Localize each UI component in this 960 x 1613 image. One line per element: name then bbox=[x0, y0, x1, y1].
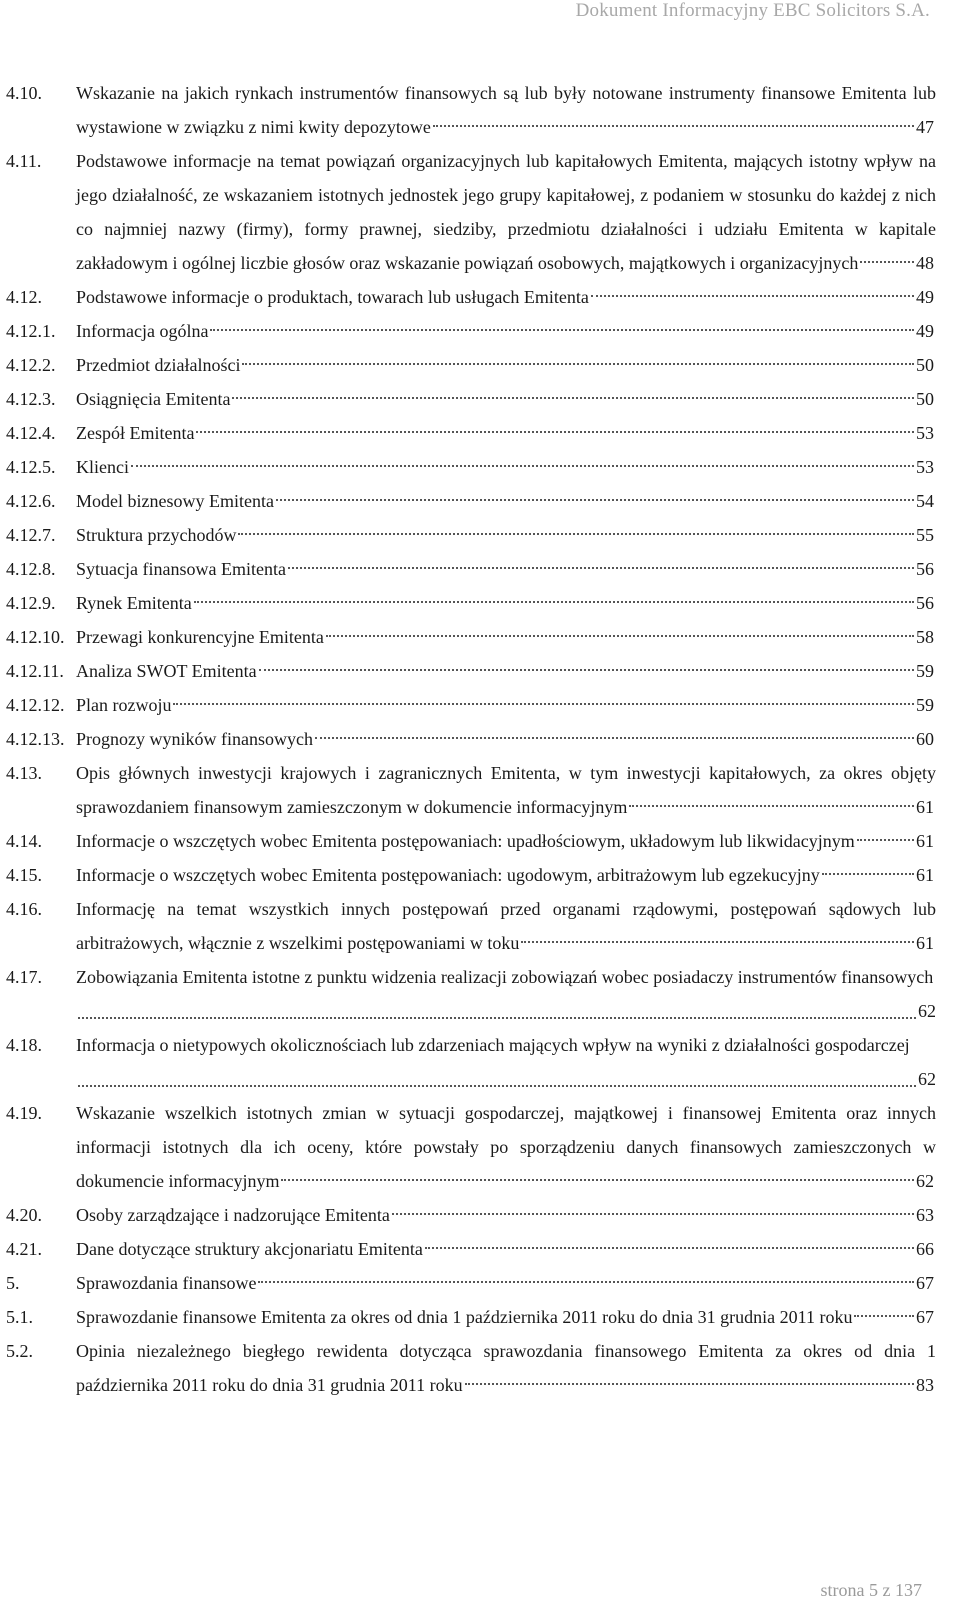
toc-entry-title: Przedmiot działalności bbox=[76, 355, 241, 375]
toc-entry[interactable] bbox=[6, 654, 936, 688]
toc-entry[interactable] bbox=[6, 416, 936, 450]
toc-entry-text bbox=[76, 1198, 936, 1232]
toc-entry-page: 47 bbox=[916, 117, 934, 137]
toc-entry-number: 4.16. bbox=[6, 899, 42, 919]
toc-entry-number: 5.1. bbox=[6, 1307, 33, 1327]
toc-entry-text bbox=[76, 1334, 936, 1402]
toc-entry-title: Dane dotyczące struktury akcjonariatu Emitenta bbox=[76, 1239, 423, 1259]
toc-entry-text bbox=[76, 382, 936, 416]
dot-leader bbox=[822, 872, 914, 875]
toc-entry-title: Wskazanie wszelkich istotnych zmian w sytuacji gospodarczej, majątkowej i finansowej Emitenta oraz innych informacji istotnych dla ich oceny, które powstały po sporządzeniu danych finansowych zamieszczonych w dokumencie informacyjnym bbox=[76, 1103, 936, 1191]
toc-entry[interactable] bbox=[6, 348, 936, 382]
dot-leader bbox=[131, 464, 914, 467]
dot-leader bbox=[194, 600, 914, 603]
dot-leader bbox=[857, 838, 914, 841]
toc-entry-page: 83 bbox=[916, 1375, 934, 1395]
dot-leader bbox=[242, 362, 914, 365]
dot-leader bbox=[392, 1212, 914, 1215]
toc-entry-title: Rynek Emitenta bbox=[76, 593, 192, 613]
dot-leader bbox=[315, 736, 914, 739]
toc-entry-page: 50 bbox=[916, 389, 934, 409]
toc-entry-text bbox=[76, 76, 936, 144]
toc-entry-text bbox=[76, 1096, 936, 1198]
toc-entry[interactable] bbox=[6, 960, 936, 1028]
toc-entry-title: Informacja ogólna bbox=[76, 321, 209, 341]
dot-leader bbox=[425, 1246, 914, 1249]
toc-entry-title: Plan rozwoju bbox=[76, 695, 172, 715]
toc-entry[interactable] bbox=[6, 1028, 936, 1096]
dot-leader bbox=[276, 498, 914, 501]
toc-entry-title: Informacja o nietypowych okolicznościach lub zdarzeniach mających wpływ na wyniki z działalności gospodarczej bbox=[76, 1035, 910, 1055]
dot-leader bbox=[258, 1280, 914, 1283]
dot-leader bbox=[196, 430, 914, 433]
toc-entry-number: 4.12.12. bbox=[6, 695, 65, 715]
toc-entry-title: Informacje o wszczętych wobec Emitenta postępowaniach: ugodowym, arbitrażowym lub egzekucyjny bbox=[76, 865, 820, 885]
toc-entry-page: 55 bbox=[916, 525, 934, 545]
dot-leader bbox=[78, 1084, 916, 1087]
toc-entry-number: 4.12.3. bbox=[6, 389, 56, 409]
toc-entry-title: Podstawowe informacje na temat powiązań organizacyjnych lub kapitałowych Emitenta, mających istotny wpływ na jego działalność, ze wskazaniem istotnych jednostek jego grupy kapitałowej, z podaniem w stosunku do każdej z nich co najmniej nazwy (firmy), formy prawnej, siedziby, przedmiotu działalności i udziału Emitenta w kapitale zakładowym i ogólnej liczbie głosów oraz wskazanie powiązań osobowych, majątkowych i organizacyjnych bbox=[76, 151, 936, 273]
toc-entry-text bbox=[76, 858, 936, 892]
dot-leader bbox=[860, 260, 914, 263]
toc-entry[interactable] bbox=[6, 688, 936, 722]
dot-leader bbox=[210, 328, 914, 331]
toc-entry-number: 5.2. bbox=[6, 1341, 33, 1361]
toc-entry-number: 4.18. bbox=[6, 1035, 42, 1055]
toc-entry-text bbox=[76, 586, 936, 620]
page-number-footer: strona 5 z 137 bbox=[820, 1580, 922, 1600]
toc-entry[interactable] bbox=[6, 382, 936, 416]
toc-entry[interactable] bbox=[6, 824, 936, 858]
toc-entry-page: 48 bbox=[916, 253, 934, 273]
toc-entry-number: 4.12.8. bbox=[6, 559, 56, 579]
toc-entry-title: Przewagi konkurencyjne Emitenta bbox=[76, 627, 324, 647]
toc-entry-number: 4.10. bbox=[6, 83, 42, 103]
toc-entry-title: Sytuacja finansowa Emitenta bbox=[76, 559, 286, 579]
toc-entry[interactable] bbox=[6, 620, 936, 654]
running-header: Dokument Informacyjny EBC Solicitors S.A. bbox=[575, 0, 930, 21]
toc-entry[interactable] bbox=[6, 756, 936, 824]
toc-entry-number: 4.12.10. bbox=[6, 627, 65, 647]
toc-entry-text bbox=[76, 892, 936, 960]
toc-entry-title: Zobowiązania Emitenta istotne z punktu widzenia realizacji zobowiązań wobec posiadaczy instrumentów finansowych bbox=[76, 967, 934, 987]
toc-entry-title: Klienci bbox=[76, 457, 129, 477]
dot-leader bbox=[629, 804, 914, 807]
toc-entry[interactable] bbox=[6, 1198, 936, 1232]
toc-entry-page: 54 bbox=[916, 491, 934, 511]
toc-entry[interactable] bbox=[6, 1232, 936, 1266]
toc-entry-number: 4.15. bbox=[6, 865, 42, 885]
toc-entry-number: 4.13. bbox=[6, 763, 42, 783]
toc-entry-page: 56 bbox=[916, 559, 934, 579]
toc-entry-text bbox=[76, 450, 936, 484]
dot-leader bbox=[281, 1178, 914, 1181]
dot-leader bbox=[521, 940, 914, 943]
toc-entry-text bbox=[76, 654, 936, 688]
toc-entry-page: 50 bbox=[916, 355, 934, 375]
toc-entry-text bbox=[76, 144, 936, 280]
toc-entry[interactable] bbox=[6, 518, 936, 552]
dot-leader bbox=[232, 396, 914, 399]
toc-entry-text bbox=[76, 1300, 936, 1334]
toc-entry-text bbox=[76, 1028, 936, 1096]
toc-entry-title: Wskazanie na jakich rynkach instrumentów finansowych są lub były notowane instrumenty finansowe Emitenta lub wystawione w związku z nimi kwity depozytowe bbox=[76, 83, 936, 137]
toc-entry[interactable] bbox=[6, 892, 936, 960]
toc-entry[interactable] bbox=[6, 1300, 936, 1334]
toc-entry-page: 59 bbox=[916, 661, 934, 681]
toc-entry[interactable] bbox=[6, 586, 936, 620]
toc-entry-text bbox=[76, 688, 936, 722]
toc-entry-number: 4.12.4. bbox=[6, 423, 56, 443]
toc-entry-text bbox=[76, 960, 936, 1028]
toc-entry-page: 61 bbox=[916, 831, 934, 851]
toc-entry-page: 67 bbox=[916, 1307, 934, 1327]
toc-entry-page: 60 bbox=[916, 729, 934, 749]
toc-entry-title: Osoby zarządzające i nadzorujące Emitenta bbox=[76, 1205, 390, 1225]
dot-leader bbox=[238, 532, 914, 535]
toc-entry[interactable] bbox=[6, 1266, 936, 1300]
toc-entry-text bbox=[76, 484, 936, 518]
toc-entry-number: 4.21. bbox=[6, 1239, 42, 1259]
toc-entry-page: 66 bbox=[916, 1239, 934, 1259]
toc-entry-text bbox=[76, 620, 936, 654]
toc-entry-page: 62 bbox=[918, 1001, 936, 1021]
toc-entry[interactable] bbox=[6, 552, 936, 586]
toc-entry-text bbox=[76, 518, 936, 552]
toc-entry-number: 5. bbox=[6, 1273, 20, 1293]
toc-entry-number: 4.19. bbox=[6, 1103, 42, 1123]
toc-entry-text bbox=[76, 280, 936, 314]
toc-entry[interactable] bbox=[6, 1096, 936, 1198]
toc-entry[interactable] bbox=[6, 280, 936, 314]
toc-entry[interactable] bbox=[6, 450, 936, 484]
toc-entry-title: Sprawozdania finansowe bbox=[76, 1273, 257, 1293]
toc-entry-page: 62 bbox=[918, 1069, 936, 1089]
toc-entry-text bbox=[76, 824, 936, 858]
dot-leader bbox=[591, 294, 914, 297]
toc-entry-title: Struktura przychodów bbox=[76, 525, 237, 545]
toc-entry[interactable] bbox=[6, 1334, 936, 1402]
dot-leader bbox=[78, 1016, 916, 1019]
toc-entry-title: Podstawowe informacje o produktach, towarach lub usługach Emitenta bbox=[76, 287, 589, 307]
toc-entry-text bbox=[76, 1266, 936, 1300]
toc-entry[interactable] bbox=[6, 144, 936, 280]
toc-entry-number: 4.12.2. bbox=[6, 355, 56, 375]
toc-entry-number: 4.12.7. bbox=[6, 525, 56, 545]
dot-leader bbox=[433, 124, 914, 127]
toc-entry-number: 4.17. bbox=[6, 967, 42, 987]
dot-leader bbox=[288, 566, 914, 569]
toc-entry-number: 4.20. bbox=[6, 1205, 42, 1225]
toc-entry-title: Sprawozdanie finansowe Emitenta za okres od dnia 1 października 2011 roku do dnia 31 grudnia 2011 roku bbox=[76, 1307, 853, 1327]
toc-entry-number: 4.12. bbox=[6, 287, 42, 307]
dot-leader bbox=[465, 1382, 914, 1385]
toc-entry-title: Analiza SWOT Emitenta bbox=[76, 661, 257, 681]
toc-entry-number: 4.14. bbox=[6, 831, 42, 851]
toc-entry-title: Opis głównych inwestycji krajowych i zagranicznych Emitenta, w tym inwestycji kapitałowych, za okres objęty sprawozdaniem finansowym zamieszczonym w dokumencie informacyjnym bbox=[76, 763, 936, 817]
toc-entry-page: 53 bbox=[916, 457, 934, 477]
dot-leader bbox=[259, 668, 914, 671]
toc-entry-page: 61 bbox=[916, 933, 934, 953]
toc-entry-page: 53 bbox=[916, 423, 934, 443]
toc-entry-page: 61 bbox=[916, 865, 934, 885]
toc-entry-title: Informacje o wszczętych wobec Emitenta postępowaniach: upadłościowym, układowym lub likwidacyjnym bbox=[76, 831, 855, 851]
toc-entry-text bbox=[76, 552, 936, 586]
table-of-contents bbox=[6, 76, 936, 1402]
toc-entry-title: Model biznesowy Emitenta bbox=[76, 491, 274, 511]
toc-entry-number: 4.12.9. bbox=[6, 593, 56, 613]
toc-entry-text bbox=[76, 348, 936, 382]
toc-entry-text bbox=[76, 416, 936, 450]
toc-entry[interactable] bbox=[6, 484, 936, 518]
toc-entry-number: 4.12.13. bbox=[6, 729, 65, 749]
toc-entry-page: 49 bbox=[916, 321, 934, 341]
toc-entry-text bbox=[76, 722, 936, 756]
toc-entry-number: 4.12.5. bbox=[6, 457, 56, 477]
toc-entry-page: 56 bbox=[916, 593, 934, 613]
dot-leader bbox=[173, 702, 914, 705]
toc-entry-page: 63 bbox=[916, 1205, 934, 1225]
toc-entry-title: Prognozy wyników finansowych bbox=[76, 729, 313, 749]
toc-entry[interactable] bbox=[6, 314, 936, 348]
toc-entry-page: 58 bbox=[916, 627, 934, 647]
toc-entry-page: 67 bbox=[916, 1273, 934, 1293]
toc-entry-number: 4.11. bbox=[6, 151, 42, 171]
toc-entry[interactable] bbox=[6, 722, 936, 756]
toc-entry[interactable] bbox=[6, 76, 936, 144]
toc-entry[interactable] bbox=[6, 858, 936, 892]
toc-entry-text bbox=[76, 1232, 936, 1266]
toc-entry-page: 59 bbox=[916, 695, 934, 715]
toc-entry-number: 4.12.6. bbox=[6, 491, 56, 511]
toc-entry-title: Informację na temat wszystkich innych postępowań przed organami rządowymi, postępowań sądowych lub arbitrażowych, włącznie z wszelkimi postępowaniami w toku bbox=[76, 899, 936, 953]
toc-entry-title: Osiągnięcia Emitenta bbox=[76, 389, 231, 409]
toc-entry-text bbox=[76, 756, 936, 824]
toc-entry-text bbox=[76, 314, 936, 348]
toc-entry-page: 49 bbox=[916, 287, 934, 307]
toc-entry-title: Zespół Emitenta bbox=[76, 423, 195, 443]
toc-entry-number: 4.12.1. bbox=[6, 321, 56, 341]
dot-leader bbox=[326, 634, 914, 637]
toc-entry-page: 62 bbox=[916, 1171, 934, 1191]
dot-leader bbox=[854, 1314, 914, 1317]
toc-entry-number: 4.12.11. bbox=[6, 661, 64, 681]
toc-entry-title: Opinia niezależnego biegłego rewidenta dotycząca sprawozdania finansowego Emitenta za okres od dnia 1 października 2011 roku do dnia 31 grudnia 2011 roku bbox=[76, 1341, 936, 1395]
toc-entry-page: 61 bbox=[916, 797, 934, 817]
